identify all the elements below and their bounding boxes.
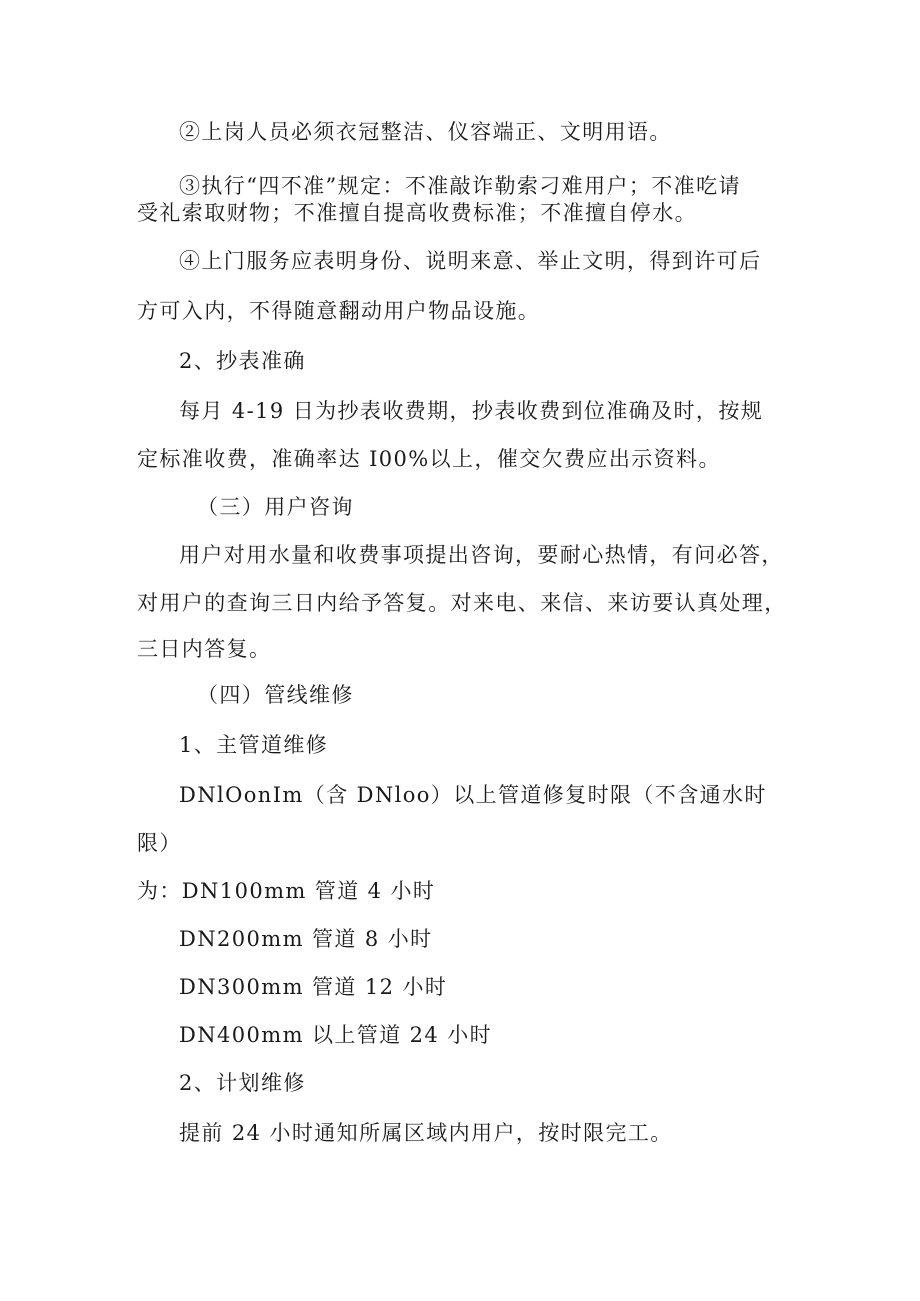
section-heading: 2、抄表准确 bbox=[179, 349, 306, 373]
paragraph-line: ②上岗人员必须衣冠整洁、仪容端正、文明用语。 bbox=[179, 120, 672, 144]
paragraph-line: DN400mm 以上管道 24 小时 bbox=[179, 1023, 493, 1047]
paragraph-line: 对用户的查询三日内给予答复。对来电、来信、来访要认真处理， bbox=[137, 591, 787, 615]
paragraph-line: 三日内答复。 bbox=[137, 637, 272, 661]
section-heading: （四）管线维修 bbox=[197, 683, 354, 707]
paragraph-line: DN300mm 管道 12 小时 bbox=[179, 975, 448, 999]
section-heading: （三）用户咨询 bbox=[197, 495, 354, 519]
paragraph-line: 为：DN100mm 管道 4 小时 bbox=[137, 879, 436, 903]
paragraph-line: DNlOonIm（含 DNloo）以上管道修复时限（不含通水时 bbox=[179, 783, 767, 807]
paragraph-line: 每月 4-19 日为抄表收费期，抄表收费到位准确及时，按规 bbox=[179, 399, 764, 423]
paragraph-line: 方可入内，不得随意翻动用户物品设施。 bbox=[137, 299, 541, 323]
section-heading: 2、计划维修 bbox=[179, 1071, 306, 1095]
paragraph-line: DN200mm 管道 8 小时 bbox=[179, 927, 433, 951]
paragraph-line: ③执行“四不准”规定：不准敲诈勒索刁难用户；不准吃请 bbox=[179, 174, 741, 198]
paragraph-line: 定标准收费，准确率达 I00%以上，催交欠费应出示资料。 bbox=[137, 447, 721, 471]
paragraph-line: 受礼索取财物；不准擅自提高收费标准；不准擅自停水。 bbox=[137, 201, 697, 225]
paragraph-line: 用户对用水量和收费事项提出咨询，要耐心热情，有问必答， bbox=[179, 543, 784, 567]
paragraph-line: 限） bbox=[137, 831, 182, 855]
paragraph-line: ④上门服务应表明身份、说明来意、举止文明，得到许可后 bbox=[179, 249, 762, 273]
section-heading: 1、主管道维修 bbox=[179, 733, 329, 757]
paragraph-line: 提前 24 小时通知所属区域内用户，按时限完工。 bbox=[179, 1121, 673, 1145]
